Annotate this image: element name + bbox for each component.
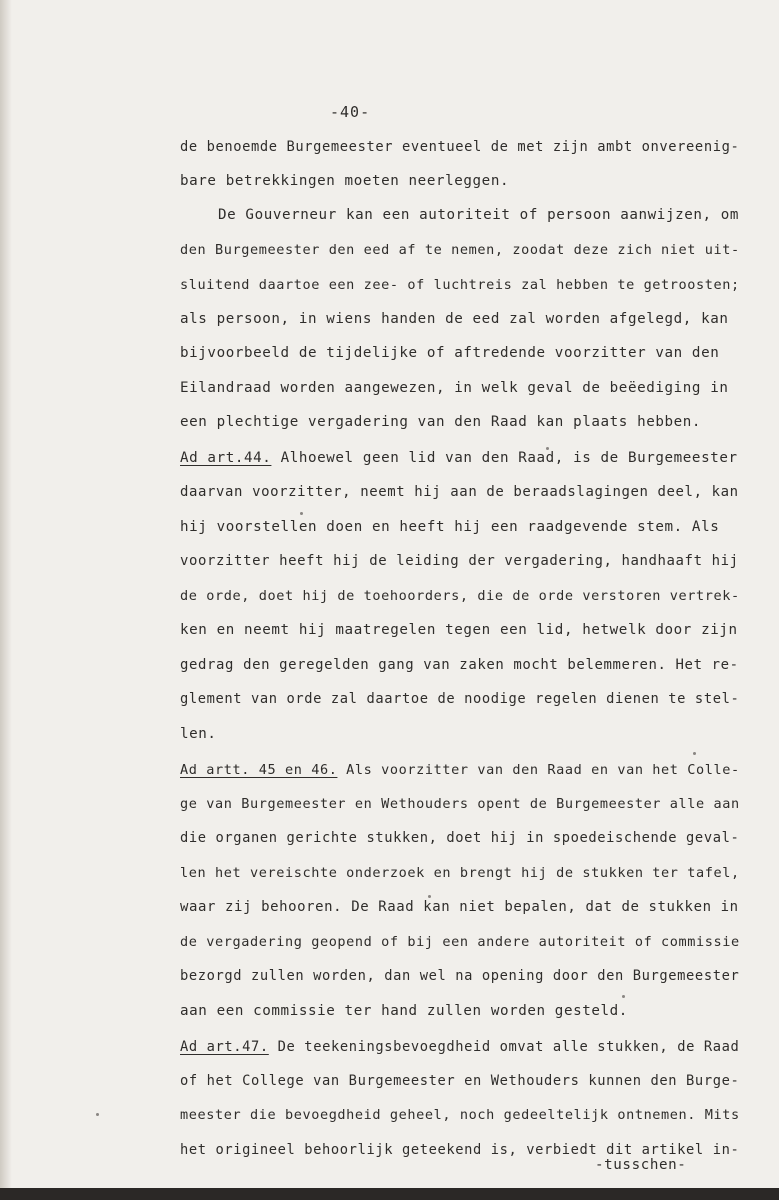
text-line — [218, 207, 778, 223]
text-line — [180, 484, 740, 500]
text-line — [180, 968, 740, 984]
text-line — [180, 1142, 740, 1158]
line-text: de orde, doet hij de toehoorders, die de orde verstoren vertrek- — [180, 588, 740, 604]
paper-speck — [622, 995, 625, 998]
text-line — [180, 796, 740, 812]
text-line — [180, 762, 740, 778]
line-text: sluitend daartoe een zee- of luchtreis zal hebben te getroosten; — [180, 277, 740, 293]
line-text: meester die bevoegdheid geheel, noch gedeeltelijk ontnemen. Mits — [180, 1107, 740, 1123]
text-line — [180, 1107, 740, 1123]
line-text: hij voorstellen doen en heeft hij een raadgevende stem. Als — [180, 519, 720, 535]
paper-speck — [428, 895, 431, 898]
text-line — [180, 173, 740, 189]
paper-speck — [300, 512, 303, 515]
line-text: Alhoewel geen lid van den Raad, is de Burgemeester — [271, 450, 738, 466]
line-text: Als voorzitter van den Raad en van het Colle- — [337, 762, 740, 778]
text-line — [180, 242, 740, 258]
line-text: daarvan voorzitter, neemt hij aan de beraadslagingen deel, kan — [180, 484, 739, 500]
paper-speck — [546, 447, 549, 450]
text-line — [180, 553, 740, 569]
line-text: de benoemde Burgemeester eventueel de met zijn ambt onvereenig- — [180, 139, 740, 155]
text-line — [180, 1039, 740, 1055]
line-text: De Gouverneur kan een autoriteit of persoon aanwijzen, om — [218, 207, 740, 223]
line-text: bijvoorbeeld de tijdelijke of aftredende voorzitter van den — [180, 345, 720, 361]
text-line — [180, 277, 740, 293]
line-text: of het College van Burgemeester en Wethouders kunnen den Burge- — [180, 1073, 740, 1089]
catchword: -tusschen- — [595, 1157, 687, 1173]
line-text: len het vereischte onderzoek en brengt hij de stukken ter tafel, — [180, 865, 740, 881]
line-text: Eilandraad worden aangewezen, in welk geval de beëediging in — [180, 380, 729, 396]
line-text: die organen gerichte stukken, doet hij in spoedeischende geval- — [180, 830, 740, 846]
text-line — [180, 830, 740, 846]
text-line — [180, 311, 740, 327]
text-line — [180, 139, 740, 155]
article-heading: Ad art.47. — [180, 1039, 269, 1055]
paper-speck — [96, 1113, 99, 1116]
line-text: bare betrekkingen moeten neerleggen. — [180, 173, 510, 189]
line-text: bezorgd zullen worden, dan wel na opening door den Burgemeester — [180, 968, 740, 984]
text-line — [180, 345, 740, 361]
scan-bottom-edge — [0, 1188, 779, 1200]
line-text: voorzitter heeft hij de leiding der vergadering, handhaaft hij — [180, 553, 739, 569]
text-line — [180, 622, 740, 638]
line-text: aan een commissie ter hand zullen worden gesteld. — [180, 1003, 628, 1019]
line-text: ge van Burgemeester en Wethouders opent de Burgemeester alle aan — [180, 796, 740, 812]
line-text: De teekeningsbevoegdheid omvat alle stukken, de Raad — [268, 1039, 740, 1055]
line-text: als persoon, in wiens handen de eed zal worden afgelegd, kan — [180, 311, 729, 327]
text-line — [180, 657, 740, 673]
line-text: een plechtige vergadering van den Raad kan plaats hebben. — [180, 414, 702, 430]
line-text: gedrag den geregelden gang van zaken mocht belemmeren. Het re- — [180, 657, 739, 673]
paper-speck — [693, 752, 696, 755]
line-text: den Burgemeester den eed af te nemen, zoodat deze zich niet uit- — [180, 242, 740, 258]
text-line — [180, 519, 740, 535]
line-text: het origineel behoorlijk geteekend is, verbiedt dit artikel in- — [180, 1142, 740, 1158]
line-text: len. — [180, 726, 217, 742]
article-heading: Ad art.44. — [180, 450, 272, 466]
line-text: waar zij behooren. De Raad kan niet bepalen, dat de stukken in — [180, 899, 739, 915]
page-left-edge-shadow — [0, 0, 12, 1200]
article-heading: Ad artt. 45 en 46. — [180, 762, 338, 778]
text-line — [180, 865, 740, 881]
text-line — [180, 450, 740, 466]
text-line — [180, 899, 740, 915]
text-line — [180, 1073, 740, 1089]
line-text: ken en neemt hij maatregelen tegen een lid, hetwelk door zijn — [180, 622, 738, 638]
text-line — [180, 588, 740, 604]
line-text: glement van orde zal daartoe de noodige regelen dienen te stel- — [180, 691, 740, 707]
text-line — [180, 691, 740, 707]
line-text: de vergadering geopend of bij een andere autoriteit of commissie — [180, 934, 740, 950]
text-line — [180, 380, 740, 396]
text-line — [180, 934, 740, 950]
page-number: -40- — [330, 103, 371, 121]
text-line — [180, 726, 740, 742]
text-line — [180, 1003, 740, 1019]
text-line — [180, 414, 740, 430]
